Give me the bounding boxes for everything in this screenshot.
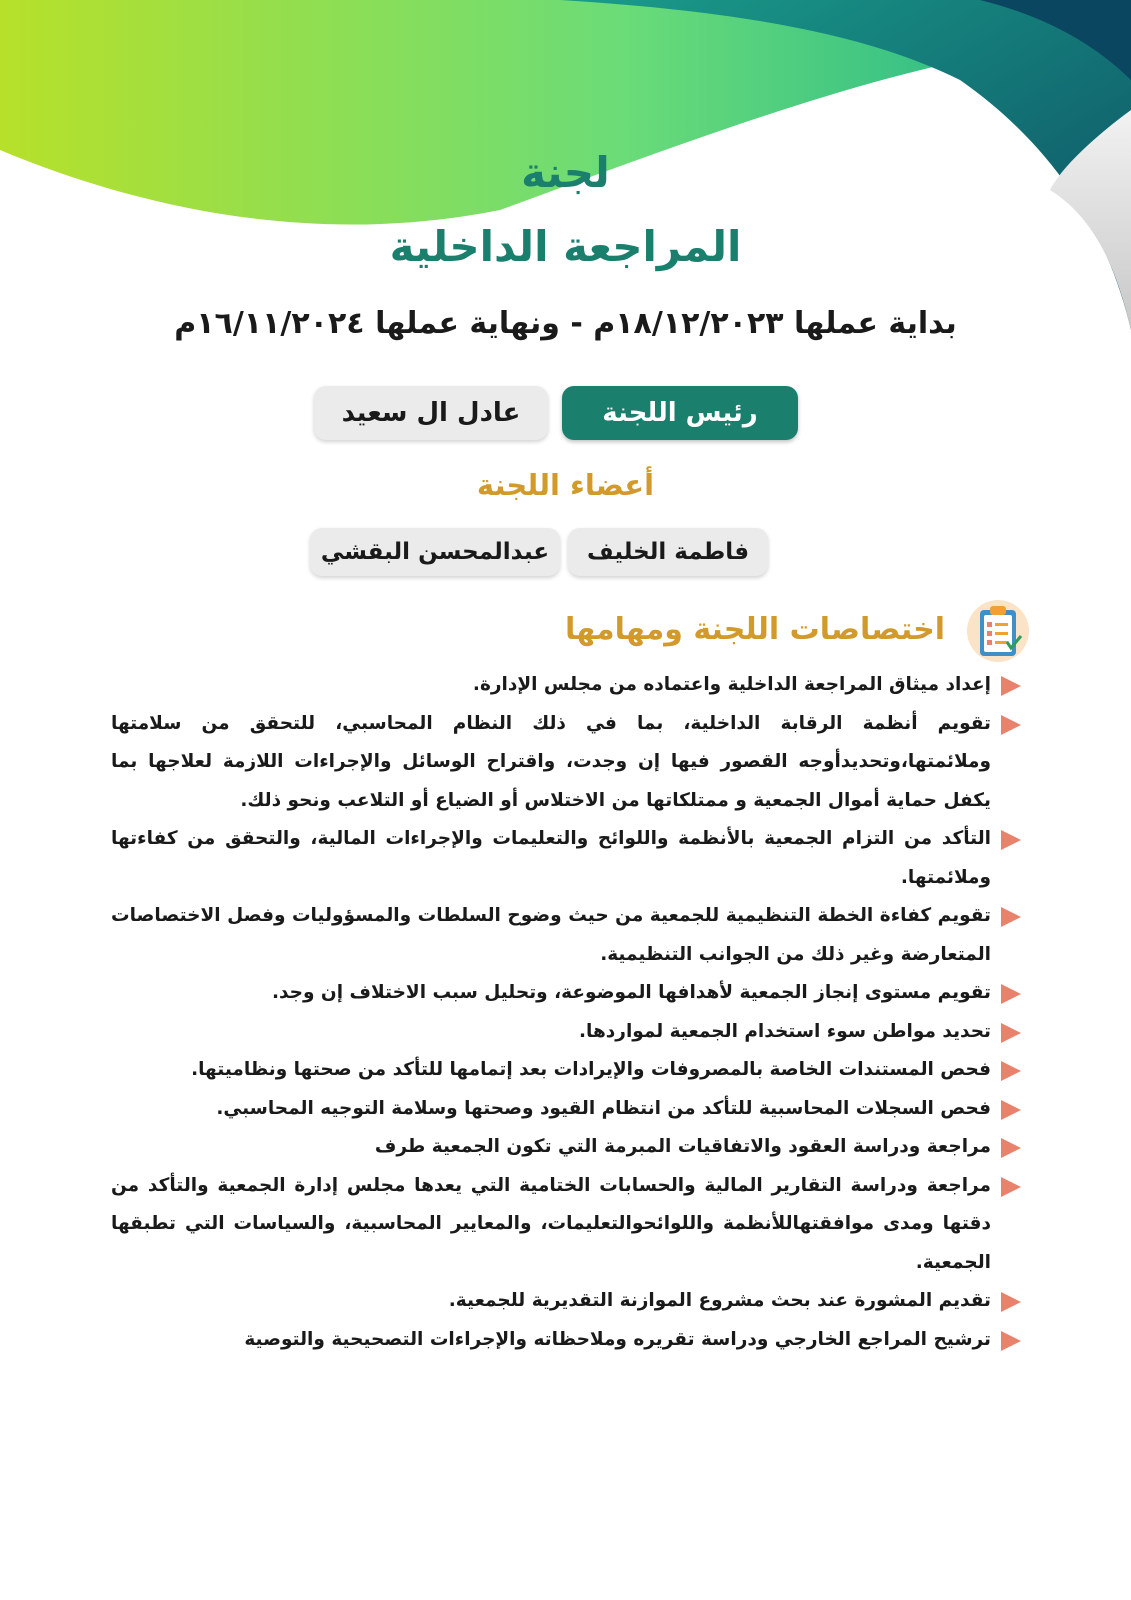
list-item xyxy=(111,1321,1021,1360)
chair-name-pill: عادل ال سعيد xyxy=(314,386,548,440)
list-item xyxy=(111,1128,1021,1167)
clipboard-checklist-icon xyxy=(965,598,1031,664)
list-item xyxy=(111,666,1021,705)
task-text: مراجعة ودراسة العقود والاتفاقيات المبرمة التي تكون الجمعية طرف xyxy=(374,1136,991,1157)
list-item xyxy=(111,1282,1021,1321)
triangle-bullet-icon xyxy=(1001,1138,1021,1158)
task-text: فحص السجلات المحاسبية للتأكد من انتظام القيود وصحتها وسلامة التوجيه المحاسبي. xyxy=(216,1097,991,1119)
list-item xyxy=(111,1090,1021,1129)
task-text: التأكد من التزام الجمعية بالأنظمة واللوائح والتعليمات والإجراءات المالية، والتحقق من كفاءتها وملائمتها. xyxy=(111,828,991,888)
list-item xyxy=(111,1051,1021,1090)
triangle-bullet-icon xyxy=(1001,907,1021,927)
triangle-bullet-icon xyxy=(1001,715,1021,735)
task-text: تقويم مستوى إنجاز الجمعية لأهدافها الموضوعة، وتحليل سبب الاختلاف إن وجد. xyxy=(271,982,991,1003)
triangle-bullet-icon xyxy=(1001,1292,1021,1312)
tasks-list xyxy=(111,666,1021,1359)
triangle-bullet-icon xyxy=(1001,984,1021,1004)
triangle-bullet-icon xyxy=(1001,676,1021,696)
committee-period: بداية عملها ١٨/١٢/٢٠٢٣م - ونهاية عملها ١٦/١١/٢٠٢٤م xyxy=(174,306,957,341)
task-text: إعداد ميثاق المراجعة الداخلية واعتماده من مجلس الإدارة. xyxy=(472,674,991,695)
triangle-bullet-icon xyxy=(1001,1177,1021,1197)
members-heading: أعضاء اللجنة xyxy=(476,468,655,502)
task-text: تقويم أنظمة الرقابة الداخلية، بما في ذلك النظام المحاسبي، للتحقق من سلامتها وملائمتها،وتحديدأوجه القصور فيها إن وجدت، واقتراح الوسائل والإجراءات اللازمة لعلاجها بما يكفل حماية أموال الجمعية و ممتلكاتها من الاختلاس أو الضياع أو التلاعب ونحو ذلك. xyxy=(111,712,991,811)
task-text: فحص المستندات الخاصة بالمصروفات والإيرادات بعد إتمامها للتأكد من صحتها ونظاميتها. xyxy=(191,1059,991,1080)
task-text: تحديد مواطن سوء استخدام الجمعية لمواردها. xyxy=(579,1020,991,1042)
task-text: تقديم المشورة عند بحث مشروع الموازنة التقديرية للجمعية. xyxy=(448,1290,991,1311)
triangle-bullet-icon xyxy=(1001,1023,1021,1043)
triangle-bullet-icon xyxy=(1001,830,1021,850)
triangle-bullet-icon xyxy=(1001,1100,1021,1120)
member-pill: فاطمة الخليف xyxy=(568,528,768,576)
task-text: تقويم كفاءة الخطة التنظيمية للجمعية من حيث وضوح السلطات والمسؤوليات وفصل الاختصاصات المتعارضة وغير ذلك من الجوانب التنظيمية. xyxy=(111,905,991,965)
member-pill: عبدالمحسن البقشي xyxy=(310,528,560,576)
list-item xyxy=(111,820,1021,897)
list-item xyxy=(111,705,1021,821)
list-item xyxy=(111,974,1021,1013)
chair-label-pill: رئيس اللجنة xyxy=(562,386,798,440)
triangle-bullet-icon xyxy=(1001,1331,1021,1351)
task-text: ترشيح المراجع الخارجي ودراسة تقريره وملاحظاته والإجراءات التصحيحية والتوصية xyxy=(244,1328,991,1350)
triangle-bullet-icon xyxy=(1001,1061,1021,1081)
tasks-section-heading: اختصاصات اللجنة ومهامها xyxy=(564,612,945,647)
list-item xyxy=(111,1167,1021,1283)
list-item xyxy=(111,1013,1021,1052)
page-title-line2: المراجعة الداخلية xyxy=(389,222,742,271)
page-title-line1: لجنة xyxy=(521,148,610,197)
list-item xyxy=(111,897,1021,974)
task-text: مراجعة ودراسة التقارير المالية والحسابات الختامية التي يعدها مجلس إدارة الجمعية والتأكد من دقتها ومدى موافقتهاللأنظمة واللوائحوالتعليمات، والمعايير المحاسبية، والسياسات التي تطبقها الجمعية. xyxy=(111,1174,991,1273)
